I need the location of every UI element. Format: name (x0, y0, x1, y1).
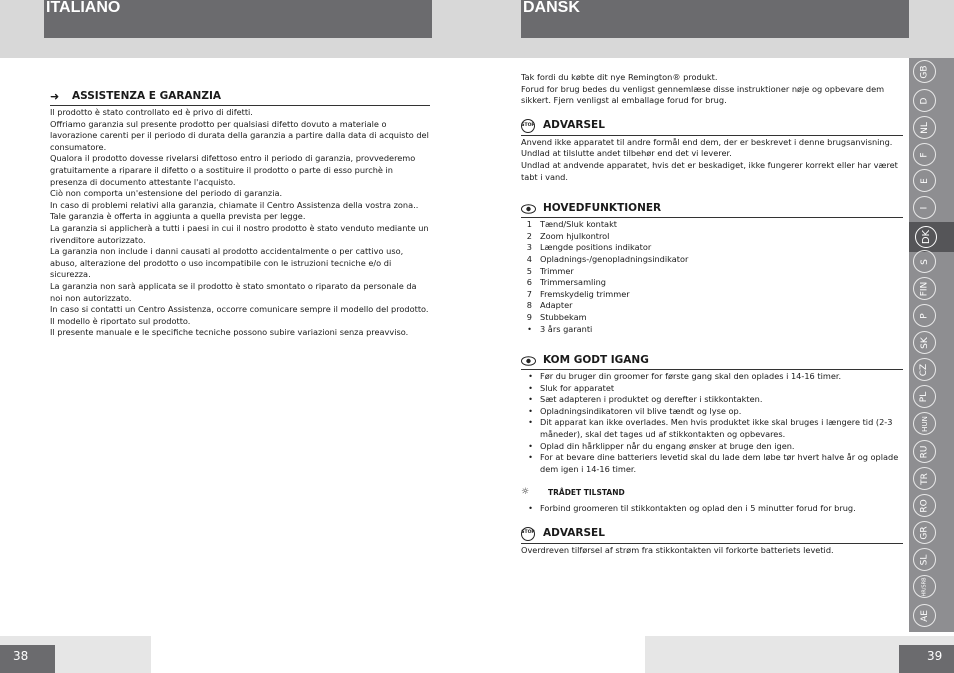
paragraph: Qualora il prodotto dovesse rivelarsi difettoso entro il periodo di garanzia, provvederemo gratuitamente a riparare il difetto o a sostituire il prodotto o parte di esso purchè in presenza di documento attestante l'acquisto. (50, 153, 416, 187)
section-header-advarsel-2 (521, 527, 903, 544)
list-item: • Før du bruger din groomer for første gang skal den oplades i 14-16 timer. (528, 371, 842, 382)
list-item: 5 Trimmer (526, 265, 574, 276)
stop-icon: STOP (521, 527, 535, 541)
list-item: 2 Zoom hjulkontrol (526, 230, 610, 241)
list-item: • Oplad din hårklipper når du engang ønsker at bruge den igen. (528, 440, 795, 451)
tab-cz[interactable]: CZ (913, 358, 936, 381)
section-title: ADVARSEL (543, 527, 605, 540)
paragraph: Offriamo garanzia sul presente prodotto per qualsiasi difetto dovuto a materiale o lavorazione carenti per il periodo di durata della garanzia a partire dalla data di acquisto del consumatore. (50, 118, 429, 152)
tab-e[interactable]: E (913, 169, 936, 192)
paragraph: La garanzia non include i danni causati al prodotto accidentalmente o per cattivo uso, abuso, alterazione del prodotto o uso incompatibile con le istruzioni tecniche e/o di sicurezza. (50, 246, 404, 280)
list-item: • Sæt adapteren i produktet og derefter i stikkontakten. (528, 394, 763, 405)
list-item: • 3 års garanti (527, 323, 593, 334)
tab-dk[interactable]: DK (909, 222, 954, 252)
tab-d[interactable]: D (913, 89, 936, 112)
tab-ru[interactable]: RU (913, 440, 936, 463)
tab-p[interactable]: P (913, 304, 936, 327)
eye-icon (521, 204, 536, 214)
getting-started-list (521, 371, 903, 475)
list-item: • For at bevare dine batteriers levetid skal du lade dem løbe tør hvert halve år og oplade dem igen i 14-16 timer. (528, 452, 899, 474)
warning-line: Overdreven tilførsel af strøm fra stikkontakten vil forkorte batteriets levetid. (521, 544, 834, 555)
features-list (521, 219, 903, 335)
list-item: 3 Længde positions indikator (526, 242, 652, 253)
paragraph: Il prodotto è stato controllato ed è privo di difetti. (50, 107, 253, 117)
corded-list (521, 503, 903, 515)
tab-hun[interactable]: HUN (913, 412, 936, 435)
section-header-hovedfunktioner (521, 202, 903, 218)
tab-fin[interactable]: FIN (913, 277, 936, 300)
sun-icon: ☼ (521, 487, 530, 498)
list-item: 6 Trimmersamling (526, 277, 606, 288)
list-item: • Dit apparat kan ikke overlades. Men hvis produktet ikke skal bruges i længere tid (2-3 måneder), skal det tages ud af stikkontakten og opbevares. (528, 417, 893, 440)
list-item: • Opladningsindikatoren vil blive tændt og lyse op. (528, 405, 742, 416)
paragraph: In caso di problemi relativi alla garanzia, chiamate il Centro Assistenza della vostra zona.. (50, 199, 419, 210)
header-dansk: DANSK (521, 0, 909, 38)
list-item: • Forbind groomeren til stikkontakten og oplad den i 5 minutter forud for brug. (528, 503, 856, 514)
intro-line: Forud for brug bedes du venligst gennemlæse disse instruktioner nøje og opbevare dem sikkert. Fjern venligst al emballage forud for brug. (521, 83, 885, 106)
list-item: 9 Stubbekam (526, 311, 587, 322)
section-title: ADVARSEL (543, 119, 605, 132)
eye-icon (521, 356, 536, 366)
tab-hr-srb[interactable]: HR/SRB (913, 575, 936, 598)
arrow-right-icon: ➜ (50, 90, 60, 103)
section-header-assistenza (50, 90, 430, 106)
section-header-advarsel (521, 119, 903, 136)
tab-ro[interactable]: RO (913, 494, 936, 517)
section-title: HOVEDFUNKTIONER (543, 202, 662, 215)
list-item: 1 Tænd/Sluk kontakt (526, 219, 618, 230)
warning-line: Undlad at tilslutte andet tilbehør end det vi leverer. (521, 148, 732, 159)
stop-icon: STOP (521, 119, 535, 133)
page-number-right: 39 (899, 645, 954, 673)
list-item: 7 Fremskydelig trimmer (526, 288, 630, 299)
paragraph: La garanzia si applicherà a tutti i paesi in cui il nostro prodotto è stato venduto mediante un rivenditore autorizzato. (50, 222, 429, 245)
intro-line: Tak fordi du købte dit nye Remington® produkt. (521, 72, 718, 82)
tab-f[interactable]: F (913, 143, 936, 166)
subsection-header-traadet (521, 487, 903, 499)
tab-gr[interactable]: GR (913, 521, 936, 544)
list-item: 8 Adapter (526, 300, 573, 311)
warning-line: Undlad at andvende apparatet, hvis det er beskadiget, ikke fungerer korrekt eller har været tabt i vand. (521, 159, 898, 182)
section-title: ASSISTENZA E GARANZIA (72, 90, 221, 102)
section-header-kom-godt-igang (521, 354, 903, 370)
paragraph: Tale garanzia è offerta in aggiunta a quella prevista per legge. (50, 211, 306, 222)
language-tab-strip (909, 58, 954, 632)
tab-s[interactable]: S (913, 250, 936, 273)
tab-sk[interactable]: SK (913, 331, 936, 354)
list-item: • Sluk for apparatet (528, 382, 615, 393)
tab-sl[interactable]: SL (913, 548, 936, 571)
left-column (50, 90, 430, 339)
paragraph: Ciò non comporta un'estensione del periodo di garanzia. (50, 188, 283, 199)
warning-line: Anvend ikke apparatet til andre formål end dem, der er beskrevet i denne brugsanvisning. (521, 136, 893, 147)
tab-tr[interactable]: TR (913, 467, 936, 490)
page-number-left: 38 (0, 645, 55, 673)
tab-pl[interactable]: PL (913, 385, 936, 408)
list-item: 4 Opladnings-/genopladningsindikator (526, 253, 689, 264)
tab-i[interactable]: I (913, 196, 936, 219)
paragraph: Il modello è riportato sul prodotto. (50, 315, 191, 326)
tab-gb[interactable]: GB (913, 60, 936, 83)
section-title: KOM GODT IGANG (543, 354, 649, 367)
paragraph: In caso si contatti un Centro Assistenza, occorre comunicare sempre il modello del prodotto. (50, 304, 429, 315)
paragraph: Il presente manuale e le specifiche tecniche possono subire variazioni senza preavviso. (50, 327, 409, 338)
tab-ae[interactable]: AE (913, 604, 936, 627)
paragraph: La garanzia non sarà applicata se il prodotto è stato smontato o riparato da personale da noi non autorizzato. (50, 280, 417, 303)
header-italiano: ITALIANO (44, 0, 432, 38)
right-column (521, 72, 903, 556)
subsection-title: TRÅDET TILSTAND (548, 488, 625, 498)
tab-nl[interactable]: NL (913, 116, 936, 139)
